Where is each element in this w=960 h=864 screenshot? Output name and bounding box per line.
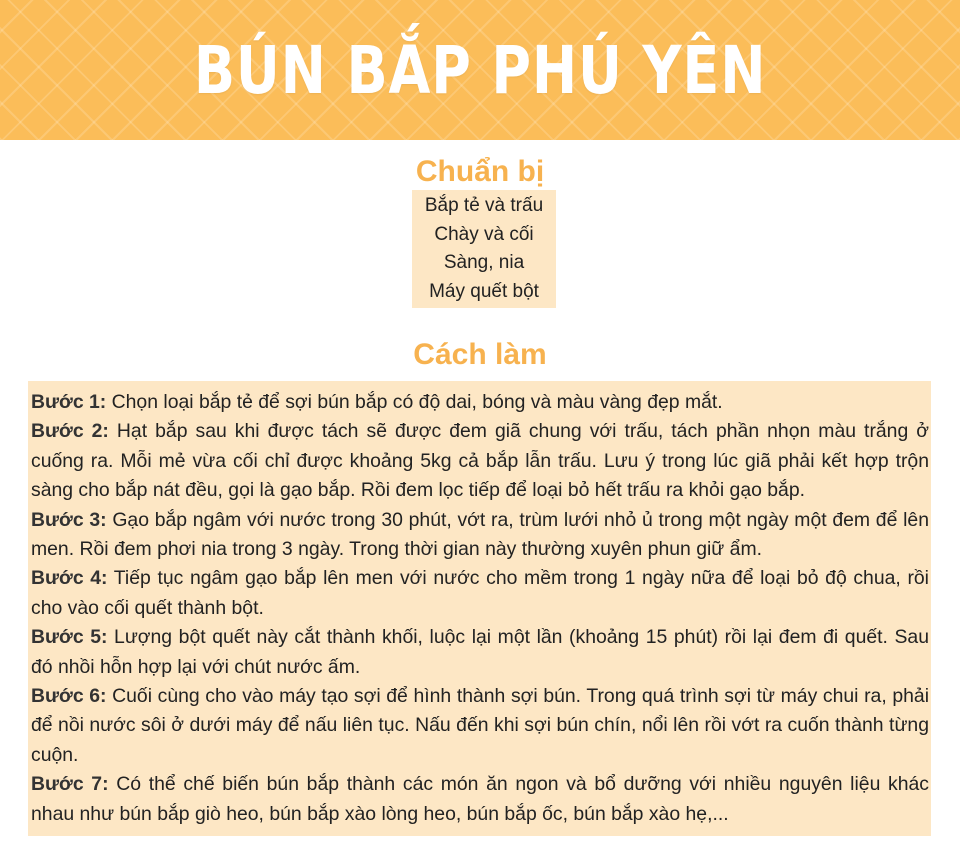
- step-1: [31, 388, 929, 417]
- step-label: Bước 5:: [31, 626, 108, 649]
- step-label: Bước 3:: [31, 508, 107, 531]
- step-text: Lượng bột quết này cắt thành khối, luộc lại một lần (khoảng 15 phút) rồi lại đem đi quết. Sau đó nhồi hỗn hợp lại với chút nước ấm.: [31, 626, 929, 678]
- step-text: Gạo bắp ngâm với nước trong 30 phút, vớt ra, trùm lưới nhỏ ủ trong một ngày một đem để lên men. Rồi đem phơi nia trong 3 ngày. Trong thời gian này thường xuyên phun giữ ẩm.: [31, 508, 929, 561]
- step-7: [31, 770, 929, 829]
- step-text: Cuối cùng cho vào máy tạo sợi để hình thành sợi bún. Trong quá trình sợi từ máy chui ra, phải để nồi nước sôi ở dưới máy để nấu liên tục. Nấu đến khi sợi bún chín, nổi lên rồi vớt ra cuốn thành từng cuộn.: [31, 685, 929, 766]
- step-text: Có thể chế biến bún bắp thành các món ăn ngon và bổ dưỡng với nhiều nguyên liệu khác nhau như bún bắp giò heo, bún bắp xào lòng heo, bún bắp ốc, bún bắp xào hẹ,...: [31, 773, 929, 825]
- preparation-item: Chày và cối: [434, 223, 534, 245]
- preparation-item: Máy quết bột: [429, 280, 539, 302]
- step-label: Bước 4:: [31, 567, 108, 590]
- step-5: [31, 623, 929, 682]
- steps-list: [28, 381, 931, 836]
- step-label: Bước 6:: [31, 685, 107, 708]
- preparation-heading: Chuẩn bị: [415, 155, 545, 188]
- preparation-list: [412, 190, 556, 308]
- step-text: Chọn loại bắp tẻ để sợi bún bắp có độ dai, bóng và màu vàng đẹp mắt.: [111, 391, 723, 413]
- method-heading: Cách làm: [413, 338, 547, 371]
- step-3: [31, 506, 929, 565]
- step-4: [31, 564, 929, 623]
- step-label: Bước 1:: [31, 391, 107, 413]
- page-title: BÚN BẮP PHÚ YÊN: [193, 31, 767, 109]
- step-label: Bước 7:: [31, 773, 109, 796]
- step-label: Bước 2:: [31, 420, 109, 443]
- title-banner: [0, 0, 960, 140]
- step-2: [31, 417, 929, 505]
- preparation-item: Bắp tẻ và trấu: [424, 195, 544, 217]
- step-text: Tiếp tục ngâm gạo bắp lên men với nước cho mềm trong 1 ngày nữa để loại bỏ độ chua, rồi cho vào cối quết thành bột.: [31, 567, 929, 619]
- preparation-item: Sàng, nia: [443, 252, 525, 274]
- step-text: Hạt bắp sau khi được tách sẽ được đem giã chung với trấu, tách phần nhọn màu trắng ở cuống ra. Mỗi mẻ vừa cối chỉ được khoảng 5kg cả bắp lẫn trấu. Lưu ý trong lúc giã phải kết hợp trộn sàng cho bắp nát đều, gọi là gạo bắp. Rồi đem lọc tiếp để loại bỏ hết trấu ra khỏi gạo bắp.: [31, 420, 929, 502]
- step-6: [31, 682, 929, 770]
